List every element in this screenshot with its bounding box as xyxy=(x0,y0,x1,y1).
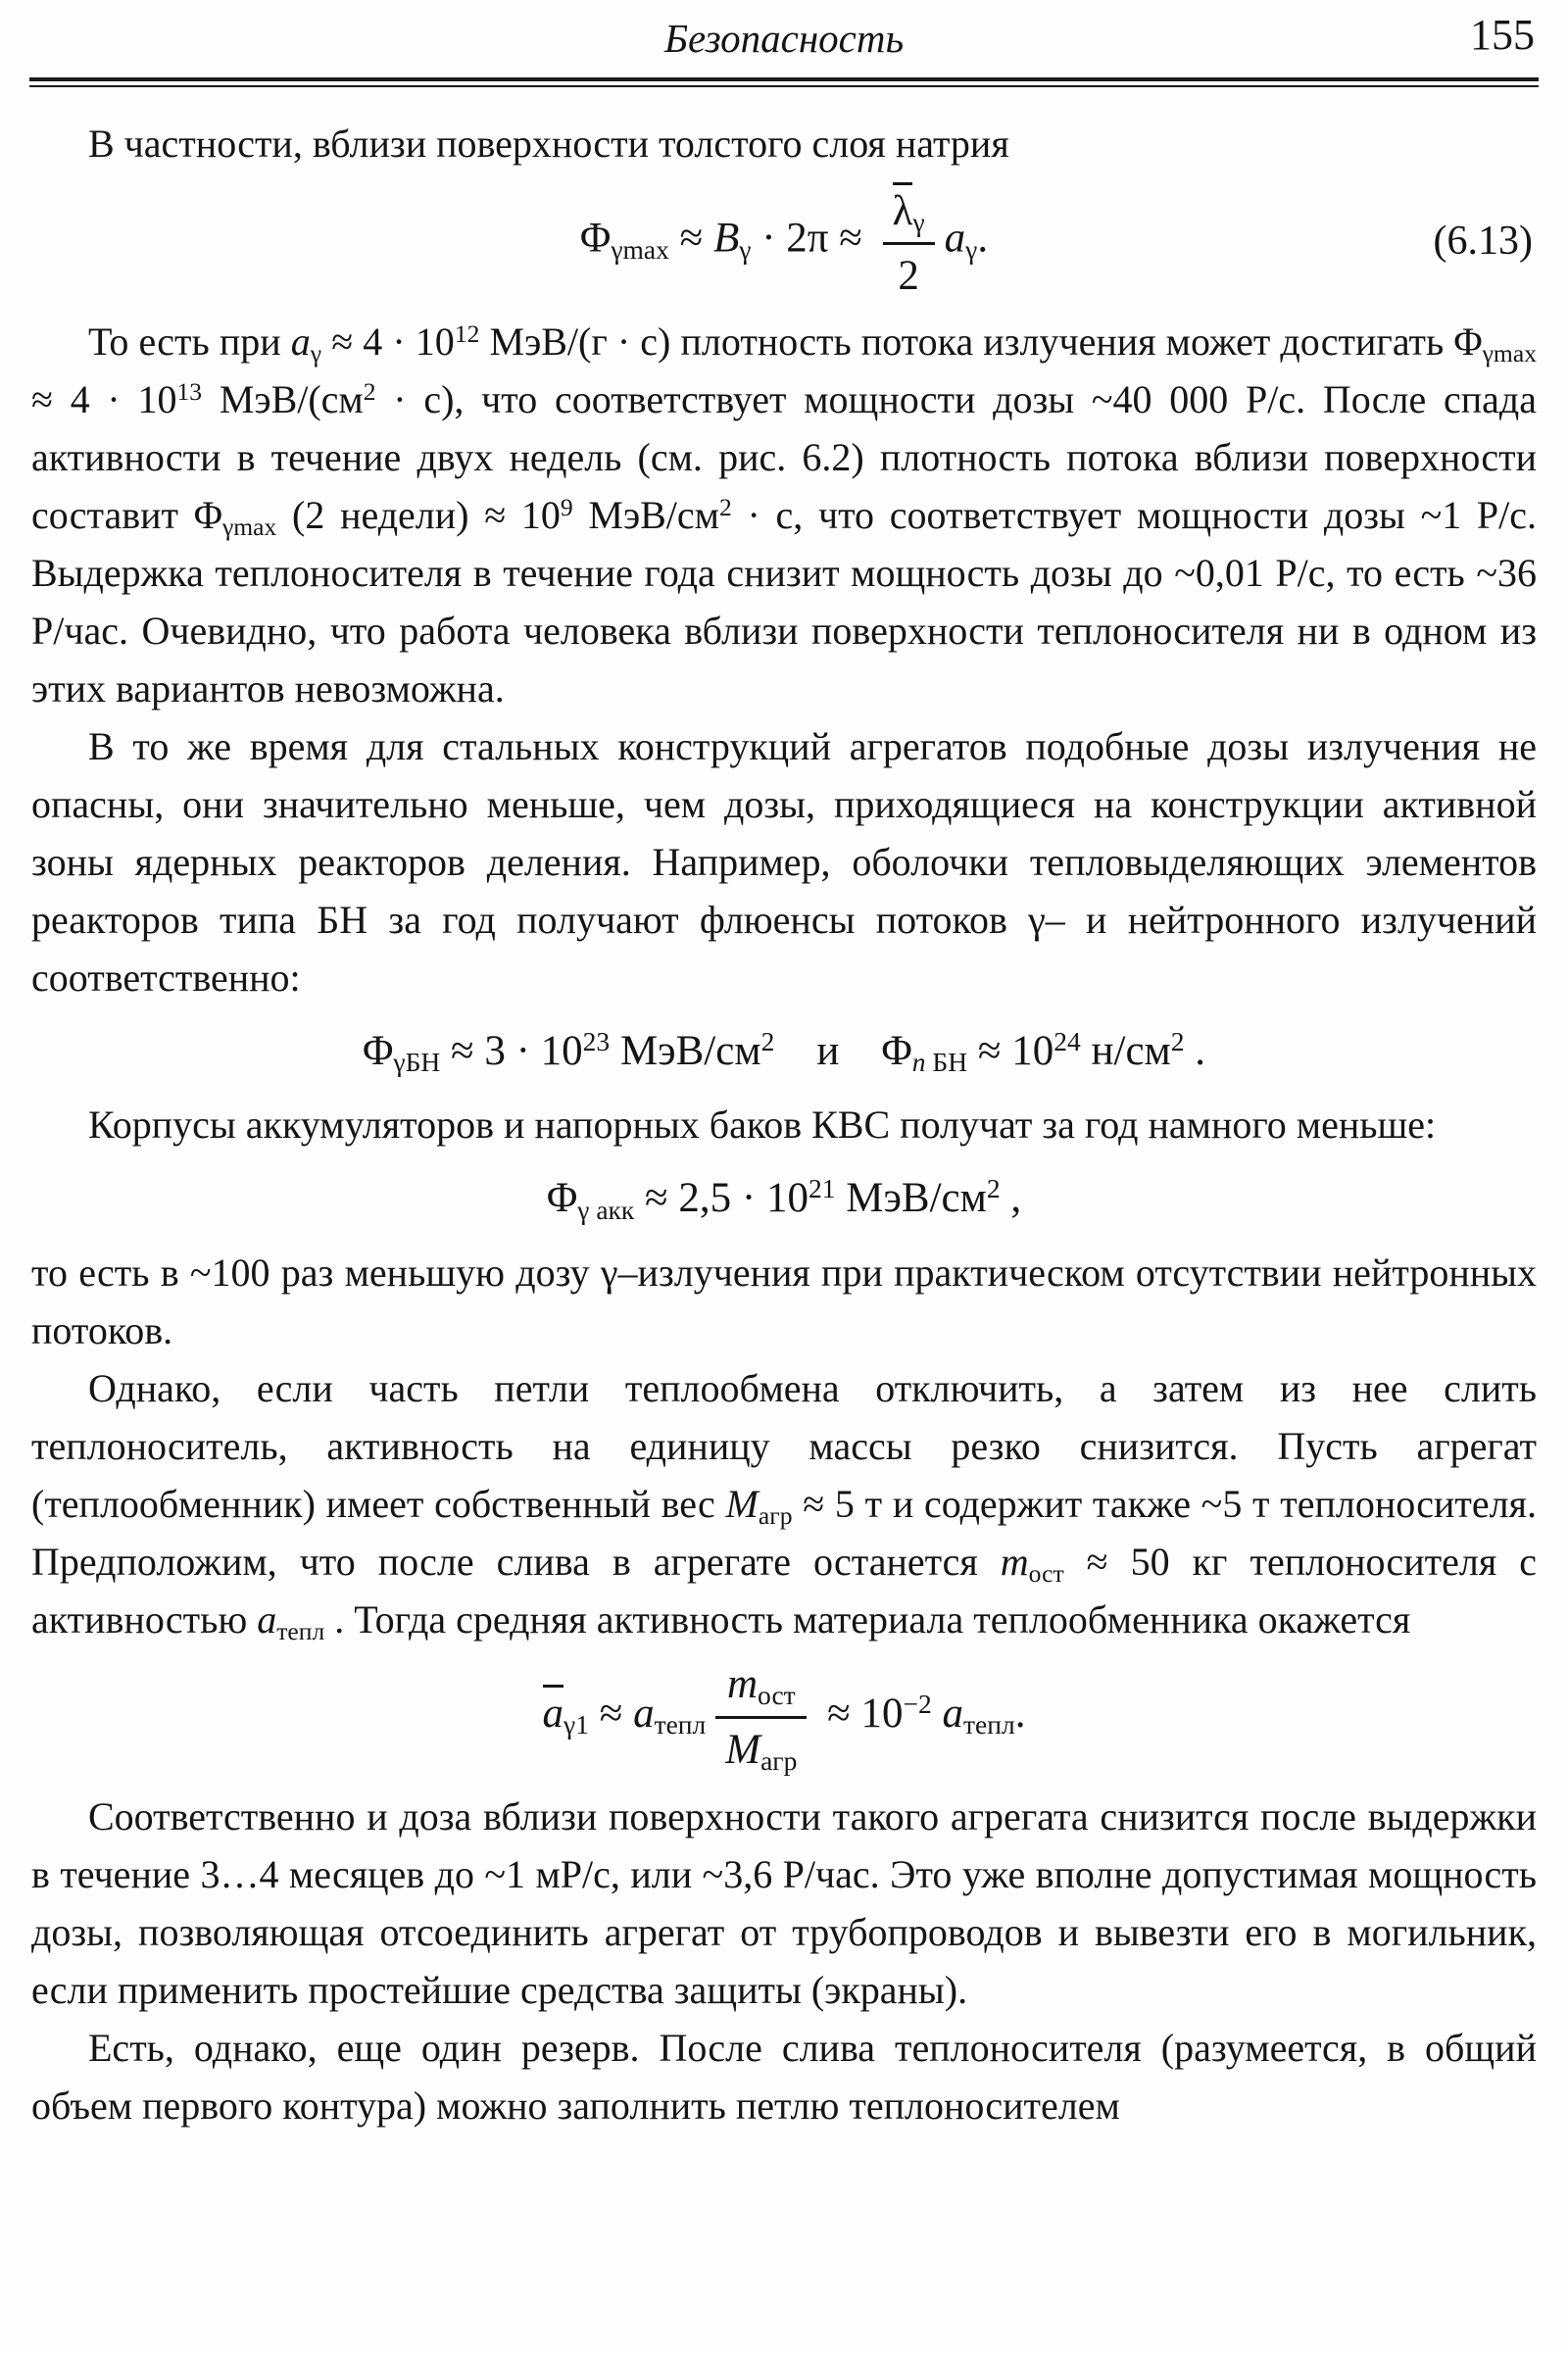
paragraph-accumulator-tanks: Корпусы аккумуляторов и напорных баков КВС получат за год намного меньше: xyxy=(88,1103,1437,1148)
page-number: 155 xyxy=(1470,11,1535,59)
running-head-title: Безопасность xyxy=(663,16,905,61)
paragraph-hundred-times-less: то есть в ~100 раз меньшую дозу γ–излучения при практическом отсутствии нейтронных потоков. xyxy=(31,1250,1537,1353)
equation-average-activity xyxy=(31,1658,1537,1776)
paragraph-steel-structures: В то же время для стальных конструкций агрегатов подобные дозы излучения не опасны, они значительно меньше, чем дозы, приходящиеся на конструкции активной зоны ядерных реакторов деления. Например, оболочки тепловыделяющих элементов реакторов типа БН за год получают флюенсы потоков γ– и нейтронного излучений соответственно: xyxy=(31,723,1537,1000)
equation-6-13-number: (6.13) xyxy=(1433,219,1533,265)
paragraph-dose-decrease: Соответственно и доза вблизи поверхности такого агрегата снизится после выдержки в течение 3…4 месяцев до ~1 мР/с, или ~3,6 Р/час. Это уже вполне допустимая мощность дозы, позволяющая отсоединить агрегат от трубопроводов и вывезти его в могильник, если применить простейшие средства защиты (экраны). xyxy=(31,1793,1537,2012)
equation-6-13 xyxy=(31,180,1537,303)
page-body xyxy=(0,87,1568,2134)
paragraph-reserve: Есть, однако, еще один резерв. После слива теплоносителя (разумеется, в общий объем первого контура) можно заполнить петлю теплоносителем xyxy=(31,2025,1537,2128)
header-divider-rule xyxy=(29,77,1539,87)
equation-fluences-bn-body: $\Phi_{\gamma БН} \approx 3 \cdot 10^{23}$ МэВ/$см^2$ и $\Phi_{n БН} \approx 10^{24}$ $н/см^2$ . xyxy=(362,1025,1206,1078)
equation-fluence-akk-body: $\Phi_{\gamma акк} \approx 2,5 \cdot 10^{21}$ МэВ/$см^2$ , xyxy=(546,1173,1022,1225)
equation-fluence-akk xyxy=(31,1173,1537,1224)
paragraph-intro: В частности, вблизи поверхности толстого слоя натрия xyxy=(88,122,1009,166)
paragraph-loop-drain: Однако, если часть петли теплообмена отключить, а затем из нее слить теплоноситель, активность на единицу массы резко снизится. Пусть агрегат (теплообменник) имеет собственный вес $M_{агр} \approx 5$ т и содержит также ~5 т теплоносителя. Предположим, что после слива в агрегате останется $m_{ост} \approx 50$ кг теплоносителя с активностью $a_{тепл}$ . Тогда средняя активность материала теплообменника окажется xyxy=(31,1366,1538,1645)
equation-6-13-body: $\Phi_{\gamma max} \approx B_\gamma \cdot 2\pi$ ≈ $\frac{\lambda_\gamma}{2}$ $a_\gamma$. xyxy=(580,180,988,303)
paragraph-flux-density: То есть при $a_\gamma \approx 4 \cdot 10^{12}$ МэВ/(г · с) плотность потока излучения может достигать $\Phi_{\gamma max} \approx 4 \cdot 10^{13}$ МэВ/$(см^2 \cdot с)$, что соответствует мощности дозы ~40 000 Р/с. После спада активности в течение двух недель (см. рис. 6.2) плотность потока вблизи поверхности составит $\Phi_{\gamma max}$ (2 недели) ≈ $10^9$ МэВ/$см^2 \cdot с$, что соответствует мощности дозы ~1 Р/с. Выдержка теплоносителя в течение года снизит мощность дозы до ~0,01 Р/с, то есть ~36 Р/час. Очевидно, что работа человека вблизи поверхности теплоносителя ни в одном из этих вариантов невозможна. xyxy=(31,319,1538,711)
page-header xyxy=(0,0,1568,73)
equation-average-activity-body: $a_{\gamma 1} \approx a_{тепл}$ $\frac{m_{ост}}{M_{агр}}$ ≈ $10^{-2}$ $a_{тепл}$. xyxy=(543,1658,1026,1776)
equation-fluences-bn xyxy=(31,1026,1537,1077)
